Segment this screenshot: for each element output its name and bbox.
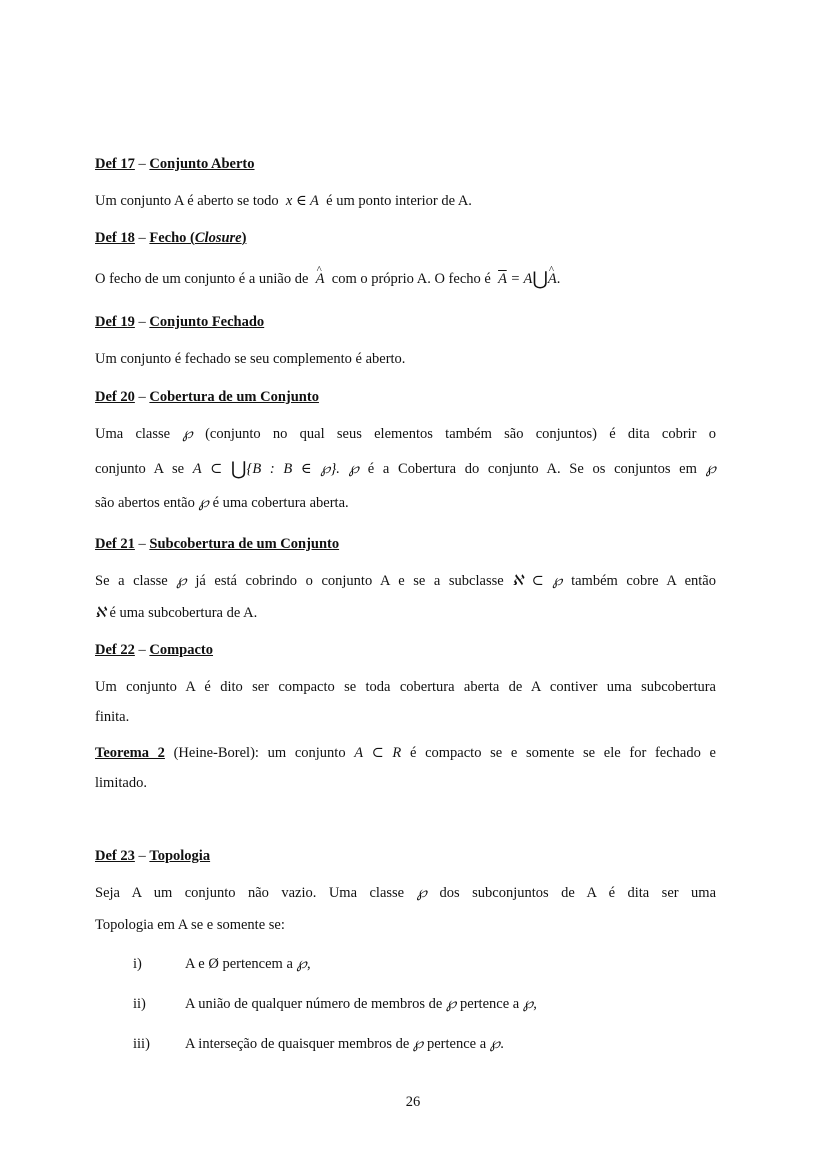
def18-title-c: ): [241, 230, 247, 246]
def20-l2-a: conjunto A se: [95, 461, 185, 477]
def22-dash: –: [138, 642, 146, 658]
def20-line2: [95, 460, 716, 479]
def20-heading: [95, 388, 319, 406]
def21-heading: [95, 535, 339, 553]
def22-line1: Um conjunto A é dito ser compacto se toda cobertura aberta de A contiver uma subcobertura: [95, 679, 716, 695]
wp-symbol: ℘: [412, 1036, 424, 1052]
def23-heading: [95, 847, 210, 865]
aleph-symbol: ℵ: [95, 605, 106, 621]
wp-symbol: ℘: [445, 996, 457, 1012]
page-number: 26: [405, 1094, 421, 1110]
def17-math: x ∈ A: [285, 193, 319, 209]
def22-title: Compacto: [149, 642, 214, 658]
subset-r-formula: A ⊂ R: [354, 745, 402, 761]
wp-symbol: ℘: [705, 461, 717, 477]
a-hat-symbol: ^ A: [316, 270, 325, 288]
item-2-text: [185, 995, 537, 1013]
def23-l1: Seja A um conjunto não vazio. Uma classe: [95, 885, 405, 901]
wp-symbol: ℘: [198, 495, 209, 511]
item-2-a: A união de qualquer número de membros de: [185, 996, 443, 1012]
teorema2-line2: limitado.: [95, 775, 147, 791]
def17-text-b: é um ponto interior de A.: [326, 193, 472, 209]
def21-line2: [95, 604, 257, 622]
def18-dash: –: [138, 230, 146, 246]
def23-line2: Topologia em A se e somente se:: [95, 917, 285, 933]
item-1-a: A e Ø pertencem a: [185, 956, 293, 972]
def19-heading: [95, 313, 264, 331]
def21-l1-b: já está cobrindo o conjunto A e se a subclasse: [195, 573, 504, 589]
def18-text-b: com o próprio A. O fecho é: [331, 271, 491, 287]
teorema2-label: Teorema 2: [95, 745, 165, 761]
def18-title-a: Fecho (: [149, 230, 195, 246]
def21-l1-c: também cobre A então: [571, 573, 716, 589]
item-3-a: A interseção de quaisquer membros de: [185, 1036, 410, 1052]
def23-line1: [95, 884, 716, 902]
def21-l1-a: Se a classe: [95, 573, 168, 589]
def19-dash: –: [138, 314, 146, 330]
def20-label: Def 20: [95, 389, 135, 405]
def17-label: Def 17: [95, 156, 135, 172]
def17-dash: –: [138, 156, 146, 172]
def18-text: [95, 270, 560, 289]
def18-text-c: .: [556, 271, 561, 287]
def22-label: Def 22: [95, 642, 135, 658]
wp-symbol: ℘: [522, 996, 534, 1012]
wp-symbol: ℘: [489, 1036, 501, 1052]
def17-text-a: Um conjunto A é aberto se todo: [95, 193, 279, 209]
def23-title: Topologia: [149, 848, 211, 864]
def18-heading: [95, 229, 246, 247]
def21-label: Def 21: [95, 536, 135, 552]
def21-dash: –: [138, 536, 146, 552]
def19-text: Um conjunto é fechado se seu complemento é aberto.: [95, 351, 406, 367]
def20-dash: –: [138, 389, 146, 405]
def20-line3: [95, 494, 349, 512]
def21-l2: é uma subcobertura de A.: [109, 605, 258, 621]
item-3-b: pertence a: [427, 1036, 487, 1052]
item-1-number: i): [133, 956, 142, 972]
def22-line2: finita.: [95, 709, 130, 725]
def18-text-a: O fecho de um conjunto é a união de: [95, 271, 309, 287]
teorema2-l1-a: (Heine-Borel): um conjunto: [173, 745, 346, 761]
item-1-text: [185, 955, 311, 973]
aleph-subset-formula: ℵ ⊂ ℘: [512, 573, 563, 589]
wp-symbol: ℘: [176, 573, 187, 589]
def18-title-b: Closure: [194, 230, 242, 246]
def17-heading: [95, 155, 255, 173]
item-2-c: ,: [533, 996, 537, 1012]
def23-l1-b: dos subconjuntos de A é dita ser uma: [439, 885, 717, 901]
def20-l1-a: Uma classe: [95, 426, 171, 442]
wp-symbol: ℘: [182, 426, 193, 442]
def23-dash: –: [138, 848, 146, 864]
def20-title: Cobertura de um Conjunto: [149, 389, 319, 405]
def20-l2-math: {B : B ∈ ℘}.: [246, 461, 340, 477]
teorema2-l1-b: é compacto se e somente se ele for fechado e: [409, 745, 716, 761]
def22-heading: [95, 641, 213, 659]
def21-line1: [95, 572, 716, 590]
item-1-b: ,: [307, 956, 311, 972]
def17-text: [95, 192, 472, 210]
wp-symbol: ℘: [296, 956, 307, 972]
def17-title: Conjunto Aberto: [149, 156, 255, 172]
def20-l2-b: é a Cobertura do conjunto A. Se os conjuntos em: [367, 461, 697, 477]
def18-title: [149, 230, 246, 246]
def18-label: Def 18: [95, 230, 135, 246]
cover-formula: A ⊂ ⋃{B : B ∈ ℘}.: [192, 459, 340, 480]
def20-l3-a: são abertos então: [95, 495, 195, 511]
item-2-number: ii): [133, 996, 146, 1012]
def20-l3-b: é uma cobertura aberta.: [212, 495, 349, 511]
closure-formula: $\overline{A}$ = A⋃^ A: [498, 271, 557, 287]
def20-line1: [95, 425, 716, 443]
item-2-b: pertence a: [460, 996, 520, 1012]
def19-title: Conjunto Fechado: [149, 314, 265, 330]
teorema2-line1: [95, 744, 716, 762]
item-3-number: iii): [133, 1036, 150, 1052]
wp-symbol: ℘: [348, 461, 360, 477]
def23-label: Def 23: [95, 848, 135, 864]
def20-l1-b: (conjunto no qual seus elementos também são conjuntos) é dita cobrir o: [205, 426, 717, 442]
item-3-text: [185, 1035, 504, 1053]
wp-symbol: ℘: [416, 885, 428, 901]
def21-title: Subcobertura de um Conjunto: [149, 536, 340, 552]
item-3-c: .: [500, 1036, 504, 1052]
def19-label: Def 19: [95, 314, 135, 330]
